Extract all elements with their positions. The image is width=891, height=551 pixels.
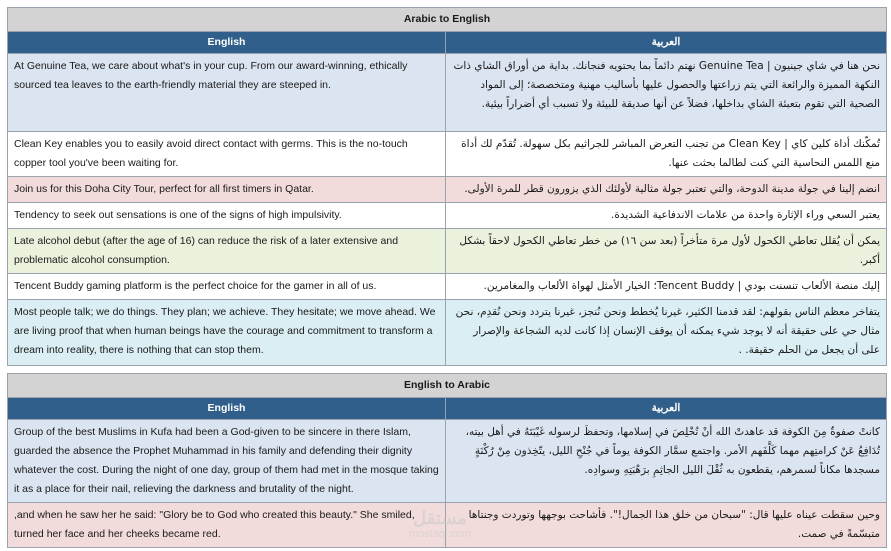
arabic-cell: انضم إلينا في جولة مدينة الدوحة، والتي تعتبر جولة مثالية لأولئك الذي يزورون قطر للمرة الأولى. <box>446 177 887 203</box>
arabic-to-english-table <box>7 7 887 366</box>
english-cell: Tencent Buddy gaming platform is the perfect choice for the gamer in all of us. <box>8 274 446 300</box>
table-row <box>8 300 887 366</box>
watermark-domain: mostaql.com <box>408 528 472 540</box>
column-header-arabic: العربية <box>446 398 887 420</box>
english-cell: Late alcohol debut (after the age of 16) can reduce the risk of a later extensive and problematic alcohol consumption. <box>8 229 446 274</box>
arabic-cell: يتفاخر معظم الناس بقولهم: لقد قدمنا الكثير، غيرنا يُخطط ونحن نُنجز، غيرنا يتردد ونحن نُقدِم، نحن مثال حي على حقيقة أنه لا يوجد شيء يمكنه أن يوقف الإنسان إذا كانت لديه الشجاعة والإصرار على أن يجعل من الحلم حقيقة. . <box>446 300 887 366</box>
table-caption: English to Arabic <box>8 374 887 398</box>
table-row <box>8 203 887 229</box>
english-cell: At Genuine Tea, we care about what's in your cup. From our award-winning, ethically sourced tea leaves to the earth-friendly material they are steeped in. <box>8 54 446 132</box>
table-row <box>8 420 887 503</box>
table-row <box>8 54 887 132</box>
english-cell: Group of the best Muslims in Kufa had been a God-given to be sincere in there Islam, guarded the absence the Prophet Muhammad in his family and defending their dignity whatever the cost. During the night of one day, group of them had met in the mosque taking it as a place for their nail, relieving the darkness and brutality of the night. <box>8 420 446 503</box>
english-cell: Clean Key enables you to easily avoid direct contact with germs. This is the no-touch copper tool you've been waiting for. <box>8 132 446 177</box>
table-row <box>8 503 887 548</box>
table-row <box>8 229 887 274</box>
column-header-english: English <box>8 32 446 54</box>
column-header-english: English <box>8 398 446 420</box>
table-caption: Arabic to English <box>8 8 887 32</box>
english-cell: Join us for this Doha City Tour, perfect for all first timers in Qatar. <box>8 177 446 203</box>
english-cell: Tendency to seek out sensations is one of the signs of high impulsivity. <box>8 203 446 229</box>
column-header-arabic: العربية <box>446 32 887 54</box>
arabic-cell: يمكن أن يُقلل تعاطي الكحول لأول مرة متأخراً (بعد سن ١٦) من خطر تعاطي الكحول لاحقاً بشكل أكبر. <box>446 229 887 274</box>
english-to-arabic-table <box>7 373 887 548</box>
table-row <box>8 177 887 203</box>
arabic-cell: نحن هنا في شاي جينيون | Genuine Tea نهتم دائماً بما يحتويه فنجانك. بداية من أوراق الشاي ذات النكهة المميزة والرائعة التي يتم زراعتها والحصول عليها بأساليب مهنية ومتخصصة؛ إلى المواد الصحية التي تقوم بتعبئة الشاي بداخلها، فضلاً عن أنها صديقة للبيئة ولا تسبب أي أضراراً بيئية. <box>446 54 887 132</box>
watermark-logo: مستقل <box>413 508 467 528</box>
arabic-cell: كانتْ صفوةٌ مِنَ الكوفة قد عاهدتْ الله أنْ تُخْلِصَ في إسلامها، وتحفظَ لرسوله غَيْبَتَهُ في أهل بيته، تُدَافِعُ عَنْ كرامتِهم مهما كَلَّفَهم الأمر. واجتمع سمَّار الكوفة يوماً في جُنْحِ الليل، يتّخِذون مِنْ رُكْنَةٍ مسجدها مكاناً لسمرهم، يقطعون به ثُقْلَ الليل الجاثِمِ برَهْبَتِهِ وسوادِه. <box>446 420 887 503</box>
arabic-cell: تُمكّنك أداة كلين كاي | Clean Key من تجنب التعرض المباشر للجراثيم بكل سهولة. تُقدّم لك أداة منع اللمس النحاسية التي كنت لطالما بحثت عنها. <box>446 132 887 177</box>
arabic-cell: وحين سقطت عيناه عليها قال: "سبحان من خلق هذا الجمال!". فأشاحت بوجهها وتوردت وجنتاها متبسّمةً في صمت. <box>446 503 887 548</box>
arabic-cell: يعتبر السعي وراء الإثارة واحدة من علامات الاندفاعية الشديدة. <box>446 203 887 229</box>
english-cell: Most people talk; we do things. They plan; we achieve. They hesitate; we move ahead. We are living proof that when human beings have the courage and commitment to transform a dream into reality, there is nothing that can stop them. <box>8 300 446 366</box>
table-row <box>8 274 887 300</box>
english-cell: ,and when he saw her he said: "Glory be to God who created this beauty." She smiled, turned her face and her cheeks became red. <box>8 503 446 548</box>
table-row <box>8 132 887 177</box>
arabic-cell: إليك منصة الألعاب تنسنت بودي | Tencent Buddy؛ الخيار الأمثل لهواة الألعاب والمغامرين. <box>446 274 887 300</box>
